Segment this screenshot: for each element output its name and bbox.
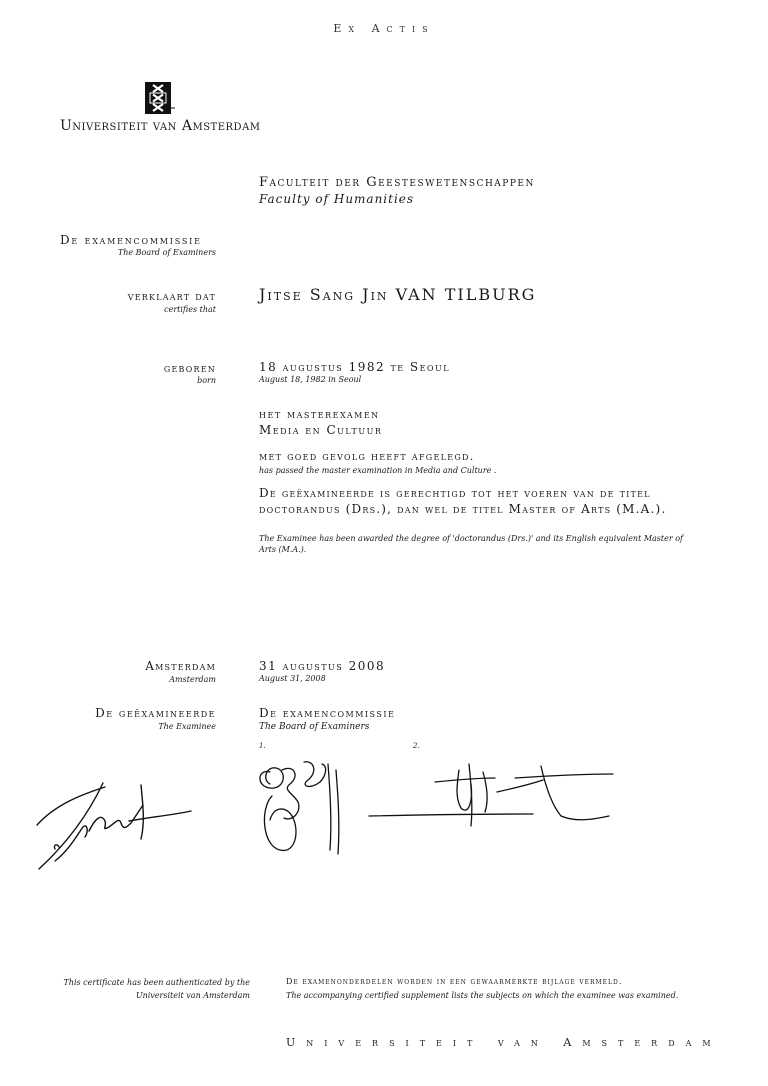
university-name: Universiteit van Amsterdam (60, 118, 261, 134)
born-label-english: born (197, 376, 216, 385)
degree-statement: De geëxamineerde is gerechtigd tot het voeren van de titel doctorandus (Drs.), dan wel de titel Master of Arts (M.A.). (259, 486, 667, 516)
born-label: geboren (163, 361, 216, 375)
signature-number-2: 2. (413, 742, 420, 750)
faculty-name-english: Faculty of Humanities (259, 192, 415, 206)
authentication-note: This certificate has been authenticated by the Universiteit van Amsterdam (63, 978, 250, 1000)
board-signature-2 (365, 760, 615, 830)
signature-number-1: 1. (259, 742, 266, 750)
header-motto: Ex Actis (333, 22, 435, 35)
committee-label: De examencommissie (259, 706, 396, 720)
board-label-english: The Board of Examiners (117, 248, 216, 257)
certifies-label-english: certifies that (164, 305, 216, 314)
footer-university-name: Universiteit van Amsterdam (286, 1036, 722, 1049)
certifies-label: verklaart dat (127, 289, 216, 303)
birth-date-place: 18 augustus 1982 te Seoul (259, 360, 451, 374)
examinee-label-english: The Examinee (158, 722, 216, 731)
university-logo (141, 78, 175, 118)
place-label-english: Amsterdam (169, 675, 216, 684)
board-signature-1 (252, 750, 362, 860)
degree-statement-english: The Examinee has been awarded the degree of 'doctorandus (Drs.)' and its English equivalent Master of Arts (M.A.). (259, 534, 684, 554)
passed-statement: met goed gevolg heeft afgelegd. (259, 450, 475, 463)
examinee-label: De geëxamineerde (95, 706, 216, 720)
passed-statement-english: has passed the master examination in Media and Culture . (259, 466, 497, 475)
issue-date: 31 augustus 2008 (259, 659, 386, 673)
exam-programme: Media en Cultuur (259, 423, 383, 437)
birth-date-place-english: August 18, 1982 in Seoul (259, 375, 362, 384)
board-label: De examencommissie (60, 233, 202, 247)
faculty-name: Faculteit der Geesteswetenschappen (259, 175, 535, 190)
exam-type: het masterexamen (259, 407, 380, 421)
place-label: Amsterdam (145, 659, 216, 673)
examinee-signature (25, 765, 195, 875)
committee-label-english: The Board of Examiners (259, 722, 370, 732)
graduate-name: Jitse Sang Jin VAN TILBURG (259, 285, 537, 304)
supplement-note: De examenonderdelen worden in een gewaarmerkte bijlage vermeld. (286, 977, 623, 986)
supplement-note-english: The accompanying certified supplement lists the subjects on which the examinee was examined. (286, 991, 679, 1000)
issue-date-english: August 31, 2008 (259, 674, 326, 683)
